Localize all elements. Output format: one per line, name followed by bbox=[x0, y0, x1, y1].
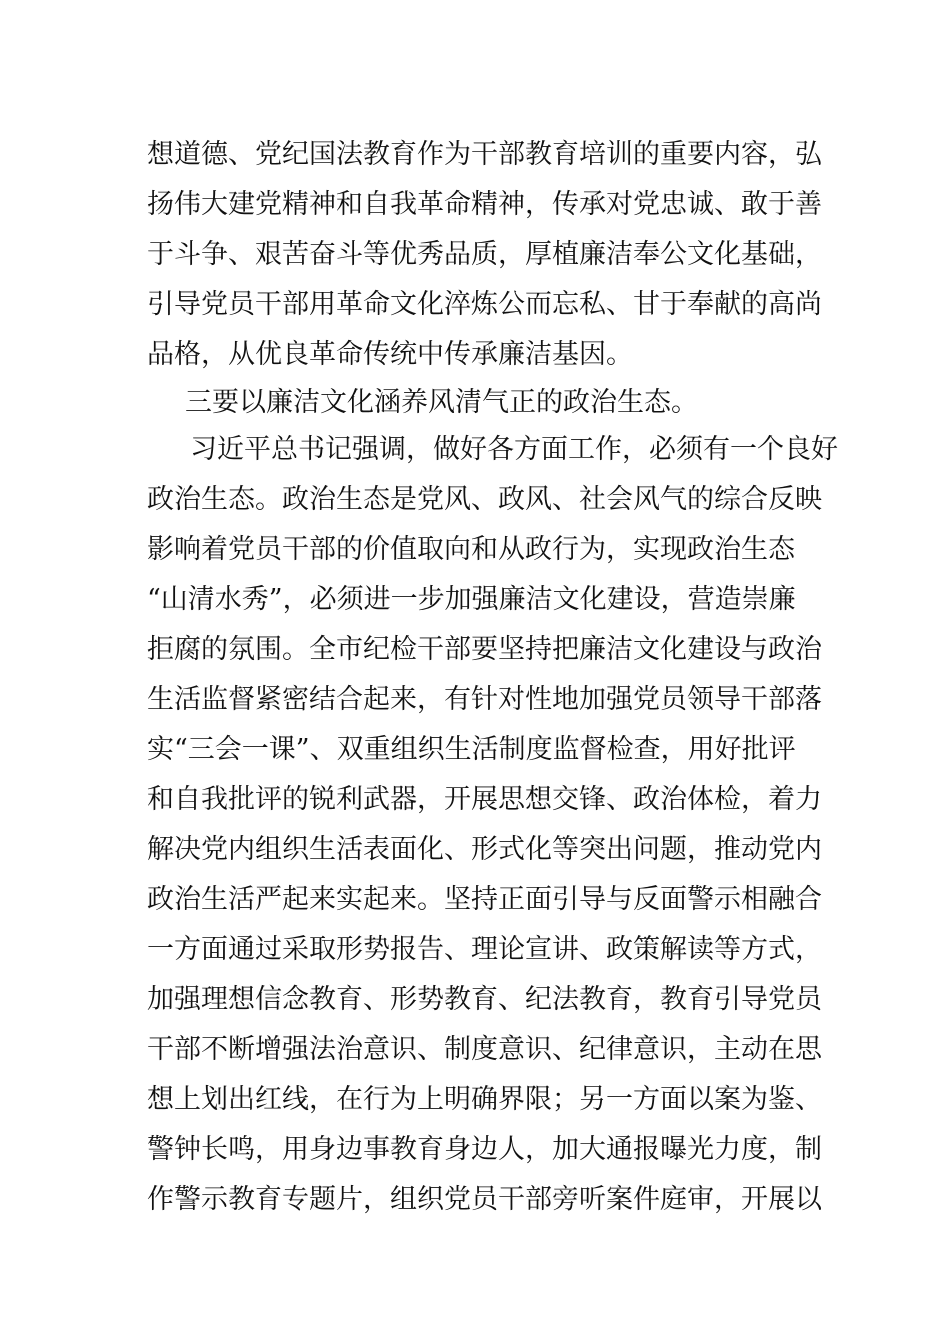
text-line: 实“三会一课”、双重组织生活制度监督检查，用好批评 bbox=[147, 734, 796, 765]
text-line: 品格，从优良革命传统中传承廉洁基因。 bbox=[147, 339, 633, 370]
text-line: 干部不断增强法治意识、制度意识、纪律意识，主动在思 bbox=[147, 1034, 822, 1065]
text-line: 扬伟大建党精神和自我革命精神，传承对党忠诚、敢于善 bbox=[147, 189, 822, 220]
text-line: 于斗争、艰苦奋斗等优秀品质，厚植廉洁奉公文化基础， bbox=[147, 239, 822, 270]
text-line: 政治生态。政治生态是党风、政风、社会风气的综合反映 bbox=[147, 484, 822, 515]
text-line: 解决党内组织生活表面化、形式化等突出问题，推动党内 bbox=[147, 834, 822, 865]
text-line: 想上划出红线，在行为上明确界限；另一方面以案为鉴、 bbox=[147, 1084, 822, 1115]
text-line: 加强理想信念教育、形势教育、纪法教育，教育引导党员 bbox=[147, 984, 822, 1015]
text-line: 习近平总书记强调，做好各方面工作，必须有一个良好 bbox=[190, 434, 838, 465]
text-line: 拒腐的氛围。全市纪检干部要坚持把廉洁文化建设与政治 bbox=[147, 634, 822, 665]
text-line: 影响着党员干部的价值取向和从政行为，实现政治生态 bbox=[147, 534, 795, 565]
text-line: 一方面通过采取形势报告、理论宣讲、政策解读等方式， bbox=[147, 934, 822, 965]
section-heading: 三要以廉洁文化涵养风清气正的政治生态。 bbox=[185, 387, 698, 418]
text-line: 和自我批评的锐利武器，开展思想交锋、政治体检，着力 bbox=[147, 784, 822, 815]
text-line: 想道德、党纪国法教育作为干部教育培训的重要内容，弘 bbox=[147, 139, 822, 170]
text-line: 警钟长鸣，用身边事教育身边人，加大通报曝光力度，制 bbox=[147, 1134, 822, 1165]
text-line: 政治生活严起来实起来。坚持正面引导与反面警示相融合 bbox=[147, 884, 822, 915]
text-line: “山清水秀”，必须进一步加强廉洁文化建设，营造崇廉 bbox=[147, 584, 796, 615]
text-line: 引导党员干部用革命文化淬炼公而忘私、甘于奉献的高尚 bbox=[147, 289, 822, 320]
text-line: 生活监督紧密结合起来，有针对性地加强党员领导干部落 bbox=[147, 684, 822, 715]
text-line: 作警示教育专题片，组织党员干部旁听案件庭审，开展以 bbox=[147, 1184, 822, 1215]
